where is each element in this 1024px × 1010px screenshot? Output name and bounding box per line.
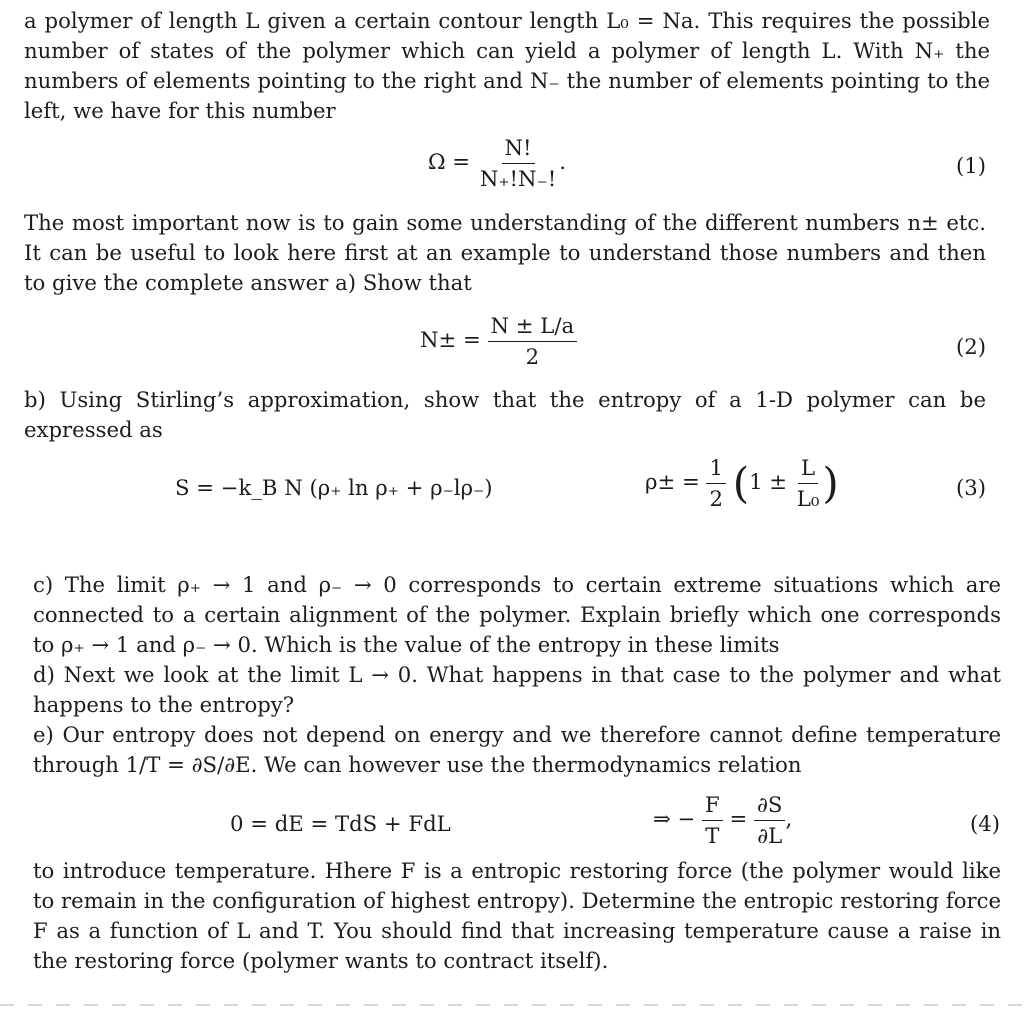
stirling-paragraph: b) Using Stirling’s approximation, show that the entropy of a 1-D polymer can be expressed as (24, 387, 986, 442)
eq4-force-fraction (702, 792, 723, 849)
eq1-numerator: N! (502, 135, 535, 164)
eq3-rho (645, 455, 839, 512)
eq3-half-num: 1 (706, 455, 725, 484)
eq3-ratio-num: L (798, 455, 818, 484)
eq4-force (653, 792, 792, 849)
eq2-fraction (488, 313, 578, 370)
eq4-comma: , (785, 806, 793, 831)
eq3-entropy: S = −k_B N (ρ₊ ln ρ₊ + ρ₋lρ₋) (175, 475, 493, 500)
eq4-force-num: F (702, 792, 723, 821)
eq3-number: (3) (956, 475, 987, 500)
temperature-paragraph: to introduce temperature. Hhere F is a entropic restoring force (the polymer would like to remain in the configuration of highest entropy). Determine the entropic restoring force F as a function of L and T. You should find that increasing temperature cause a raise in the restoring force (polymer wants to contract itself). (33, 858, 1001, 973)
intro-paragraph: a polymer of length L given a certain contour length L₀ = Na. This requires the possible number of states of the polymer which can yield a polymer of length L. With N₊ the numbers of elements pointing to the right and N₋ the number of elements pointing to the left, we have for this number (24, 8, 990, 123)
eq4-derivative-num: ∂S (754, 792, 785, 821)
understanding-paragraph: The most important now is to gain some understanding of the different numbers n± etc. It can be useful to look here first at an example to understand those numbers and then to give the complete answer a) Show that (24, 210, 986, 295)
eq3-ratio-den: L₀ (796, 486, 820, 511)
equation-1 (428, 135, 566, 192)
eq3-ratio (794, 455, 823, 512)
eq3-half-den: 2 (709, 486, 723, 511)
eq4-equals: = (729, 806, 748, 831)
eq2-denominator: 2 (525, 344, 540, 369)
eq2-numerator: N ± L/a (488, 313, 578, 342)
eq4-number: (4) (970, 811, 1001, 836)
question-d: d) Next we look at the limit L → 0. What happens in that case to the polymer and what happens to the entropy? (33, 662, 1001, 717)
eq3-inner-pre: 1 ± (749, 469, 788, 494)
eq4-derivative (754, 792, 785, 849)
eq3-open-paren: ( (732, 458, 750, 508)
eq4-implies: ⇒ − (653, 806, 696, 831)
eq1-number: (1) (956, 153, 987, 178)
page-bottom-rule (0, 1004, 1024, 1006)
eq1-lhs: Ω = (428, 149, 471, 174)
eq4-force-den: T (705, 823, 720, 848)
eq3-half (706, 455, 725, 512)
eq1-period: . (559, 149, 567, 174)
eq1-fraction (477, 135, 559, 192)
question-e: e) Our entropy does not depend on energy and we therefore cannot define temperature through 1/T = ∂S/∂E. We can however use the thermodynamics relation (33, 722, 1001, 777)
eq2-lhs: N± = (420, 327, 481, 352)
question-c: c) The limit ρ₊ → 1 and ρ₋ → 0 corresponds to certain extreme situations which are connected to a certain alignment of the polymer. Explain briefly which one corresponds to ρ₊ → 1 and ρ₋ → 0. Which is the value of the entropy in these limits (33, 572, 1001, 657)
eq4-derivative-den: ∂L (757, 823, 783, 848)
eq3-close-paren: ) (822, 458, 839, 508)
questions-cde (33, 570, 1001, 780)
eq3-rho-lhs: ρ± = (645, 469, 700, 494)
equation-2 (420, 313, 577, 370)
eq2-number: (2) (956, 334, 987, 359)
eq4-relation: 0 = dE = TdS + FdL (230, 811, 451, 836)
eq1-denominator: N₊!N₋! (479, 166, 557, 191)
